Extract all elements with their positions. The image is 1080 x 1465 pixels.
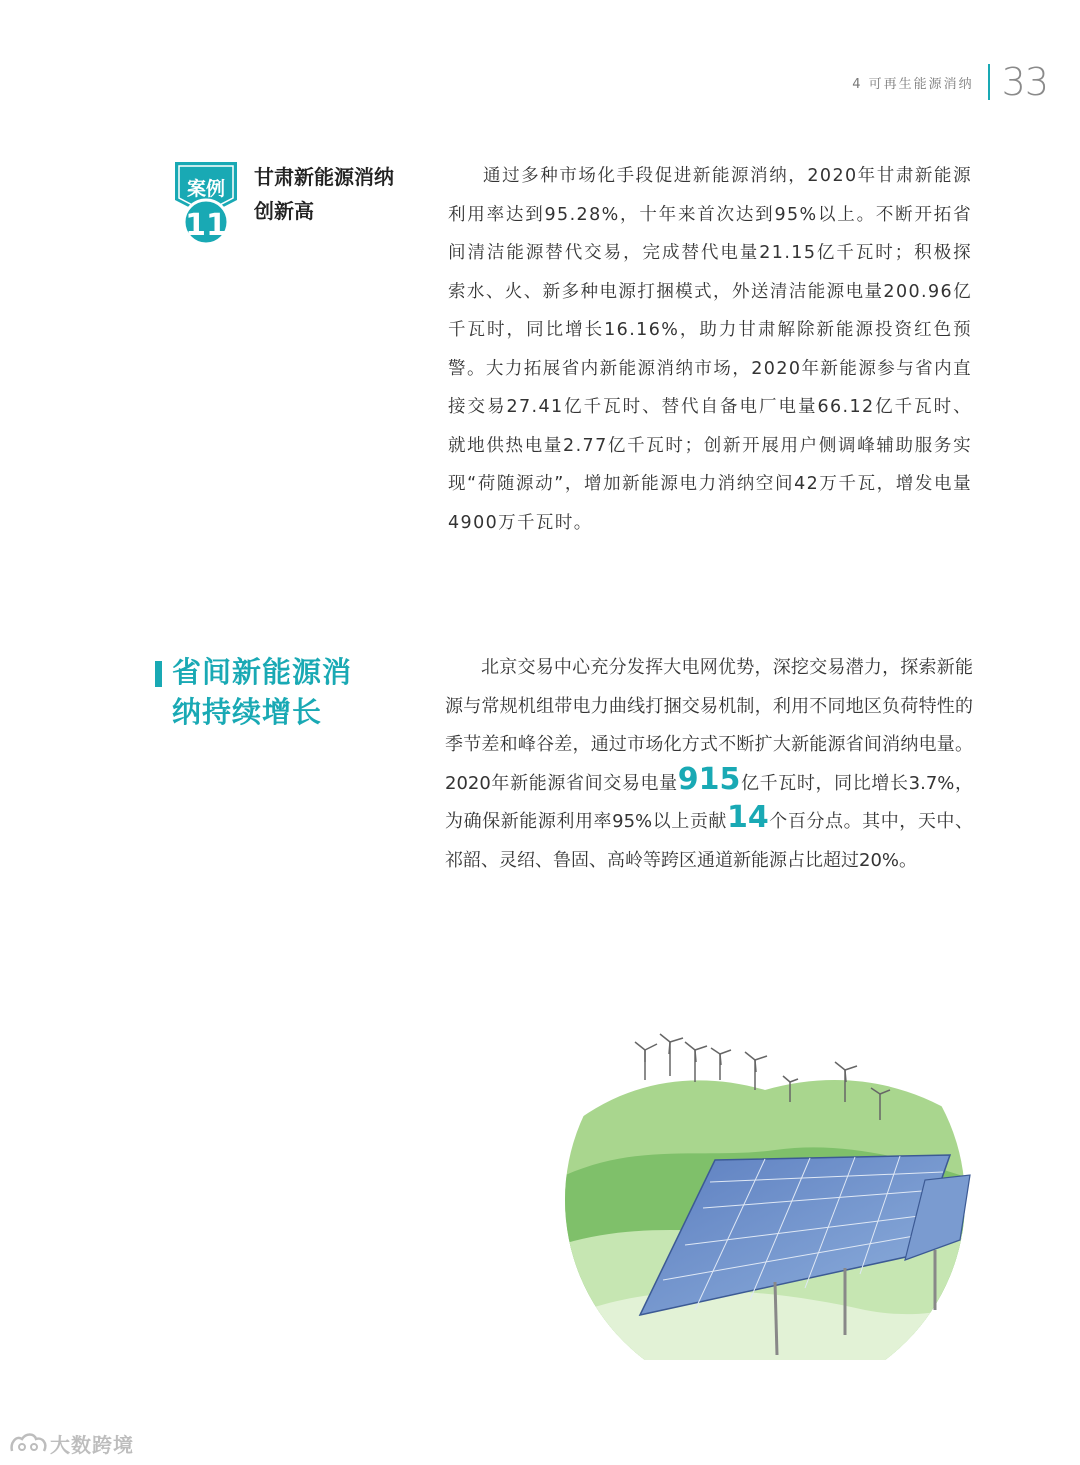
case-paragraph: 通过多种市场化手段促进新能源消纳，2020年甘肃新能源利用率达到95.28%，十年来首次达到95%以上。不断开拓省间清洁能源替代交易，完成替代电量21.15亿千瓦时；积极探索水、火、新多种电源打捆模式，外送清洁能源电量200.96亿千瓦时，同比增长16.16%，助力甘肃解除新能源投资红色预警。大力拓展省内新能源消纳市场，2020年新能源参与省内直接交易27.41亿千瓦时、替代自备电厂电量66.12亿千瓦时、就地供热电量2.77亿千瓦时；创新开展用户侧调峰辅助服务实现“荷随源动”，增加新能源电力消纳空间42万千瓦，增发电量4900万千瓦时。	[448, 166, 972, 533]
section-text-3: 个百分点。其中，天中、祁韶、灵绍、鲁固、高岭等跨区通道新能源占比超过20%。	[445, 811, 973, 871]
case-title-line2: 创新高	[254, 199, 314, 223]
highlight-14: 14	[726, 800, 769, 835]
section-title	[172, 652, 382, 732]
watermark	[8, 1428, 134, 1458]
case-badge-number: 11	[185, 208, 227, 243]
watermark-text: 大数跨境	[50, 1432, 134, 1457]
section-title-line2: 纳持续增长	[172, 695, 323, 729]
page-header	[852, 62, 1048, 102]
case-title-line1: 甘肃新能源消纳	[254, 165, 394, 189]
case-body	[448, 157, 972, 542]
page-number: 33	[1001, 60, 1048, 104]
section-title-line1: 省间新能源消	[172, 655, 353, 689]
section-paragraph	[445, 649, 973, 880]
chapter-label: 4 可再生能源消纳	[852, 76, 974, 92]
section-text-2: 亿千瓦时，同比增长3.7%，为确保新能源利用率95%以上贡献	[445, 772, 974, 832]
header-divider	[988, 64, 990, 100]
solar-wind-illustration	[545, 1010, 985, 1360]
watermark-logo-icon	[8, 1429, 50, 1457]
case-badge	[171, 160, 241, 246]
section-text-1: 北京交易中心充分发挥大电网优势，深挖交易潜力，探索新能源与常规机组带电力曲线打捆交易机制，利用不同地区负荷特性的季节差和峰谷差，通过市场化方式不断扩大新能源省间消纳电量。2020年新能源省间交易电量	[445, 657, 973, 794]
case-badge-label: 案例	[186, 178, 225, 200]
highlight-915: 915	[677, 761, 741, 797]
case-title	[254, 160, 424, 228]
section-marker	[155, 661, 162, 687]
section-body	[445, 649, 973, 880]
